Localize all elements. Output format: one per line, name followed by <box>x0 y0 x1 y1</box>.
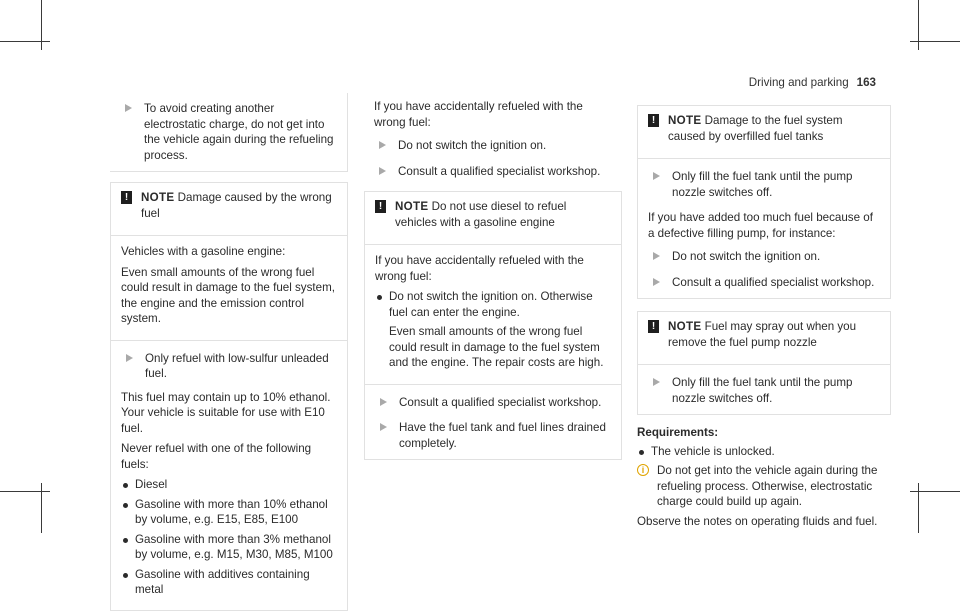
instruction-step: Consult a qualified specialist workshop. <box>375 395 611 411</box>
page-number: 163 <box>856 76 876 89</box>
crop-mark <box>910 41 960 42</box>
arrow-icon <box>653 252 660 260</box>
list-item: Gasoline with additives containing metal <box>121 567 337 598</box>
crop-mark <box>41 0 42 50</box>
note-box <box>364 191 622 460</box>
crop-mark <box>910 491 960 492</box>
paragraph: If you have added too much fuel because of a defective filling pump, for instance: <box>648 211 873 240</box>
bullet-list <box>375 289 611 320</box>
warning-icon: ! <box>648 320 659 333</box>
arrow-icon <box>653 172 660 180</box>
paragraph: Even small amounts of the wrong fuel could result in damage to the fuel system, the engine and the emission control system. <box>121 265 335 325</box>
arrow-icon <box>380 423 387 431</box>
paragraph: Never refuel with one of the following fuels: <box>121 442 312 471</box>
info-tip: i Do not get into the vehicle again during the refueling process. Otherwise, electrostatic charge could build up again. <box>637 463 891 510</box>
crop-mark <box>0 41 50 42</box>
instruction-step: Only fill the fuel tank until the pump nozzle switches off. <box>648 169 880 200</box>
list-item: Gasoline with more than 3% methanol by volume, e.g. M15, M30, M85, M100 <box>121 532 337 563</box>
running-header <box>749 75 876 91</box>
note-box <box>637 311 891 415</box>
list-item: The vehicle is unlocked. <box>637 444 891 460</box>
requirements-list <box>637 444 891 460</box>
crop-mark <box>918 0 919 50</box>
instruction-step: To avoid creating another electrostatic charge, do not get into the vehicle again during the refueling process. <box>120 101 337 163</box>
note-title: ! NOTE Do not use diesel to refuel vehicles with a gasoline engine <box>375 199 611 230</box>
instruction-step: Only fill the fuel tank until the pump nozzle switches off. <box>648 375 880 406</box>
paragraph: Observe the notes on operating fluids and fuel. <box>637 514 878 528</box>
arrow-icon <box>653 378 660 386</box>
paragraph: If you have accidentally refueled with the wrong fuel: <box>374 100 583 129</box>
arrow-icon <box>125 104 132 112</box>
list-item: Diesel <box>121 477 337 493</box>
section-title: Driving and parking <box>748 76 849 89</box>
list-item: Gasoline with more than 10% ethanol by volume, e.g. E15, E85, E100 <box>121 497 337 528</box>
warning-icon: ! <box>648 114 659 127</box>
warning-icon: ! <box>121 191 132 204</box>
column-3 <box>637 93 891 534</box>
arrow-icon <box>379 167 386 175</box>
note-box <box>637 105 891 299</box>
info-icon: i <box>637 464 649 476</box>
paragraph: This fuel may contain up to 10% ethanol. Your vehicle is suitable for use with E10 fuel. <box>121 390 331 435</box>
column-2 <box>364 93 622 460</box>
step-box <box>110 93 348 172</box>
arrow-icon <box>126 354 133 362</box>
instruction-step: Do not switch the ignition on. <box>374 138 612 154</box>
arrow-icon <box>379 141 386 149</box>
fuel-list <box>121 477 337 598</box>
requirements-heading: Requirements: <box>637 426 719 439</box>
instruction-step: Have the fuel tank and fuel lines drained completely. <box>375 420 611 451</box>
instruction-step: Consult a qualified specialist workshop. <box>648 275 880 291</box>
instruction-step: Do not switch the ignition on. <box>648 249 880 265</box>
warning-icon: ! <box>375 200 386 213</box>
paragraph: If you have accidentally refueled with the wrong fuel: <box>375 254 584 283</box>
note-title: ! NOTE Fuel may spray out when you remove the fuel pump nozzle <box>648 319 880 350</box>
instruction-step: Only refuel with low-sulfur unleaded fuel. <box>121 351 337 382</box>
arrow-icon <box>653 278 660 286</box>
note-title: ! NOTE Damage to the fuel system caused by overfilled fuel tanks <box>648 113 880 144</box>
crop-mark <box>0 491 50 492</box>
note-title: ! NOTE Damage caused by the wrong fuel <box>121 190 337 221</box>
list-item: Do not switch the ignition on. Otherwise fuel can enter the engine. <box>375 289 611 320</box>
paragraph: Even small amounts of the wrong fuel could result in damage to the fuel system and the engine. The repair costs are high. <box>389 325 604 369</box>
instruction-step: Consult a qualified specialist workshop. <box>374 164 612 180</box>
arrow-icon <box>380 398 387 406</box>
note-box <box>110 182 348 611</box>
paragraph: Vehicles with a gasoline engine: <box>121 245 286 258</box>
